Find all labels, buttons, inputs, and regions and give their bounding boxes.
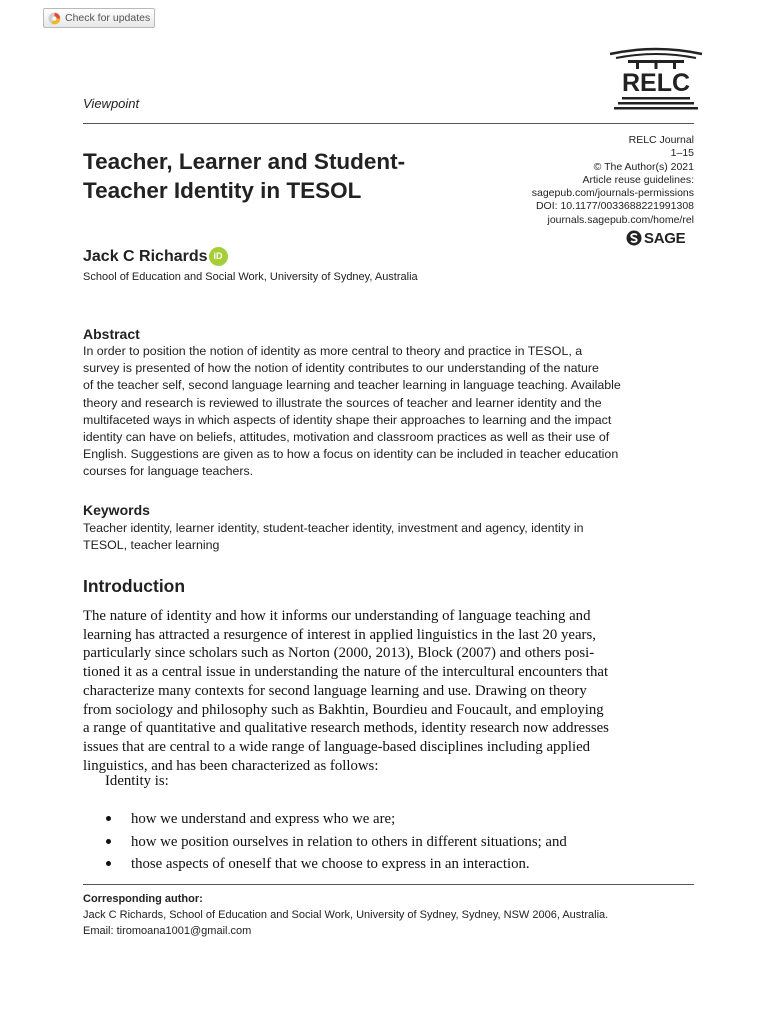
sage-logo-text: SAGE: [644, 229, 686, 247]
copyright: © The Author(s) 2021: [593, 160, 694, 173]
introduction-paragraph: [83, 607, 694, 775]
relc-logo-text: RELC: [621, 69, 691, 97]
relc-logo: [608, 46, 704, 112]
author-affiliation: School of Education and Social Work, University of Sydney, Australia: [83, 271, 418, 283]
journal-info: [532, 134, 694, 227]
check-for-updates-button[interactable]: [43, 8, 155, 28]
list-item: how we understand and express who we are;: [83, 810, 567, 833]
title-line: Teacher Identity in TESOL: [83, 178, 362, 203]
reuse-guidelines-label: Article reuse guidelines:: [582, 173, 694, 186]
abstract-line: theory and research is reviewed to illustrate the sources of teacher and learner identity and the: [83, 395, 602, 410]
keywords-line: Teacher identity, learner identity, student-teacher identity, investment and agency, identity in: [83, 521, 584, 535]
intro-line: from sociology and philosophy such as Bakhtin, Bourdieu and Foucault, and employing: [83, 701, 604, 718]
page-range: 1–15: [670, 147, 694, 160]
intro-line: tioned it as a central issue in understanding the nature of the intercultural encounters that: [83, 664, 609, 681]
introduction-heading: Introduction: [83, 576, 186, 596]
intro-line: particularly since scholars such as Norton (2000, 2013), Block (2007) and others posi-: [83, 645, 595, 662]
sage-s-icon: [626, 230, 642, 246]
intro-line: issues that are central to a wide range of language-based disciplines including applied: [83, 738, 591, 755]
corresponding-author-email[interactable]: Email: tiromoana1001@gmail.com: [83, 925, 252, 937]
footnote-divider: [83, 884, 694, 885]
abstract-line: courses for language teachers.: [83, 464, 254, 479]
keywords-line: TESOL, teacher learning: [83, 538, 220, 553]
abstract-line: English. Suggestions are given as to how a focus on identity can be included in teacher education: [83, 447, 619, 462]
intro-line: learning has attracted a resurgence of interest in applied linguistics in the last 20 years,: [83, 626, 596, 643]
article-title: [83, 147, 513, 205]
journal-name: RELC Journal: [628, 134, 694, 146]
title-line: Teacher, Learner and Student-: [83, 149, 406, 174]
author: [83, 247, 228, 266]
abstract-heading: Abstract: [83, 326, 140, 342]
keywords-text: [83, 520, 694, 554]
intro-line: a range of quantitative and qualitative research methods, identity research now addresses: [83, 720, 609, 737]
corresponding-author-heading: Corresponding author:: [83, 893, 203, 905]
corresponding-author-address: Jack C Richards, School of Education and Social Work, University of Sydney, Sydney, NSW 2006, Australia.: [83, 909, 609, 921]
intro-line: The nature of identity and how it informs our understanding of language teaching and: [83, 608, 591, 624]
keywords-heading: Keywords: [83, 502, 150, 518]
list-item: those aspects of oneself that we choose to express in an interaction.: [83, 855, 567, 878]
abstract-line: survey is presented of how the notion of identity contributes to our understanding of the nature: [83, 361, 599, 376]
list-item: how we position ourselves in relation to others in different situations; and: [83, 833, 567, 856]
identity-bullet-list: [83, 810, 567, 878]
check-for-updates-label: Check for updates: [65, 12, 151, 24]
abstract-text: [83, 343, 694, 481]
sage-logo: [626, 229, 694, 247]
doi[interactable]: DOI: 10.1177/0033688221991308: [535, 200, 694, 213]
abstract-line: In order to position the notion of identity as more central to theory and practice in TESOL, a: [83, 344, 583, 358]
intro-line: characterize many contexts for second language learning and use. Drawing on theory: [83, 682, 587, 699]
orcid-icon[interactable]: iD: [209, 247, 228, 266]
permissions-link[interactable]: sagepub.com/journals-permissions: [531, 187, 694, 200]
intro-line: linguistics, and has been characterized as follows:: [83, 757, 379, 774]
journal-home-link[interactable]: journals.sagepub.com/home/rel: [547, 213, 694, 226]
article-type: Viewpoint: [83, 96, 140, 111]
abstract-line: of the teacher self, second language learning and teacher learning in language teaching. Available: [83, 378, 621, 393]
update-check-icon: [48, 12, 61, 25]
identity-lead-in: Identity is:: [105, 773, 169, 789]
author-name: Jack C Richards: [83, 247, 208, 265]
header-divider: [83, 123, 694, 124]
abstract-line: identity can have on beliefs, attitudes, motivation and classroom practices as well as their use of: [83, 430, 610, 445]
abstract-line: multifaceted ways in which aspects of identity shape their approaches to learning and the impact: [83, 412, 612, 427]
